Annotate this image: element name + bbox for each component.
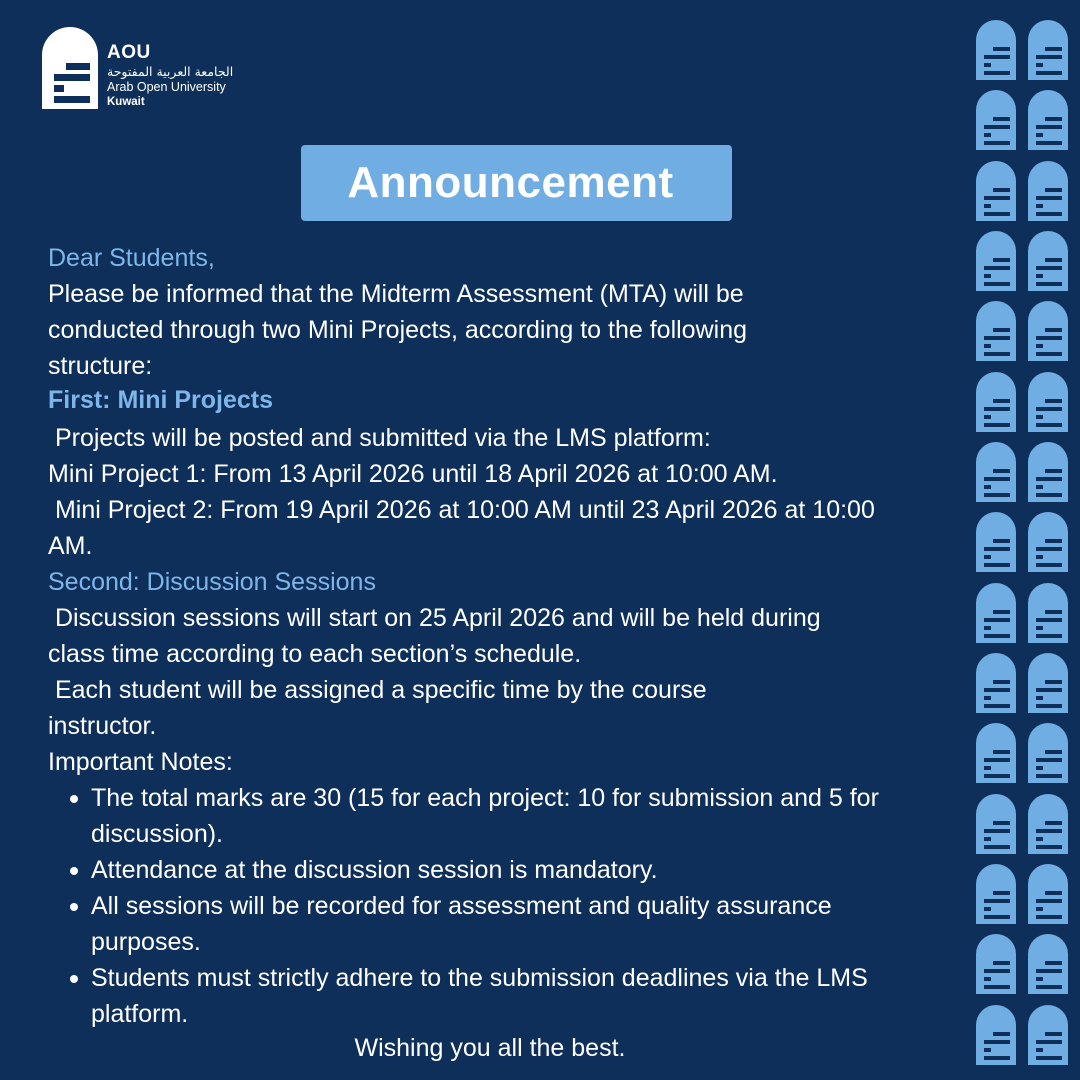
- section2-line: Discussion sessions will start on 25 April 2026 and will be held during: [48, 604, 821, 632]
- aou-arch-icon: [1028, 20, 1068, 80]
- aou-arch-icon: [1028, 723, 1068, 783]
- section1-line: Mini Project 1: From 13 April 2026 until 18 April 2026 at 10:00 AM.: [48, 460, 778, 488]
- notes-list: [48, 780, 928, 1032]
- notes-heading: Important Notes:: [48, 748, 233, 776]
- aou-logo: [42, 27, 233, 110]
- section2-line: class time according to each section’s schedule.: [48, 640, 582, 668]
- aou-arch-icon: [1028, 583, 1068, 643]
- aou-logo-icon: [42, 27, 98, 109]
- logo-abbreviation: AOU: [107, 42, 151, 63]
- note-item: Students must strictly adhere to the submission deadlines via the LMS platform.: [91, 960, 928, 1032]
- decorative-pattern: [976, 20, 1072, 1065]
- aou-arch-icon: [976, 161, 1016, 221]
- intro-line: Please be informed that the Midterm Assessment (MTA) will be: [48, 280, 744, 308]
- section1-line: AM.: [48, 532, 93, 560]
- section1-line: Mini Project 2: From 19 April 2026 at 10:00 AM until 23 April 2026 at 10:00: [48, 496, 875, 524]
- closing-line: Wishing you all the best.: [354, 1034, 626, 1062]
- logo-english-name: Arab Open University: [107, 80, 226, 94]
- note-item: All sessions will be recorded for assessment and quality assurance purposes.: [91, 888, 928, 960]
- aou-arch-icon: [1028, 864, 1068, 924]
- announcement-banner: [301, 145, 732, 221]
- aou-arch-icon: [1028, 794, 1068, 854]
- aou-arch-icon: [976, 90, 1016, 150]
- aou-arch-icon: [976, 794, 1016, 854]
- aou-arch-icon: [976, 20, 1016, 80]
- aou-arch-icon: [1028, 442, 1068, 502]
- section2-line: instructor.: [48, 712, 157, 740]
- aou-arch-icon: [1028, 161, 1068, 221]
- logo-country: Kuwait: [107, 96, 145, 108]
- section2-line: Each student will be assigned a specific time by the course: [48, 676, 707, 704]
- aou-arch-icon: [1028, 231, 1068, 291]
- aou-arch-icon: [976, 1005, 1016, 1065]
- section1-heading: First: Mini Projects: [48, 386, 274, 414]
- aou-arch-icon: [1028, 653, 1068, 713]
- aou-arch-icon: [976, 301, 1016, 361]
- logo-arabic-name: الجامعة العربية المفتوحة: [107, 64, 234, 79]
- note-item: The total marks are 30 (15 for each project: 10 for submission and 5 for discussion).: [91, 780, 928, 852]
- intro-line: structure:: [48, 352, 153, 380]
- note-item: Attendance at the discussion session is mandatory.: [91, 852, 928, 888]
- aou-arch-icon: [976, 653, 1016, 713]
- aou-arch-icon: [976, 512, 1016, 572]
- aou-arch-icon: [1028, 934, 1068, 994]
- aou-arch-icon: [976, 231, 1016, 291]
- intro-line: conducted through two Mini Projects, according to the following: [48, 316, 747, 344]
- aou-arch-icon: [976, 583, 1016, 643]
- aou-arch-icon: [976, 864, 1016, 924]
- banner-title: Announcement: [347, 158, 674, 207]
- section2-heading: Second: Discussion Sessions: [48, 568, 376, 596]
- aou-arch-icon: [1028, 90, 1068, 150]
- aou-arch-icon: [1028, 512, 1068, 572]
- announcement-body: [48, 240, 928, 1032]
- aou-arch-icon: [1028, 301, 1068, 361]
- aou-arch-icon: [1028, 1005, 1068, 1065]
- aou-arch-icon: [976, 372, 1016, 432]
- aou-arch-icon: [1028, 372, 1068, 432]
- greeting: Dear Students,: [48, 244, 215, 272]
- aou-arch-icon: [976, 442, 1016, 502]
- aou-arch-icon: [976, 723, 1016, 783]
- aou-arch-icon: [976, 934, 1016, 994]
- section1-line: Projects will be posted and submitted via the LMS platform:: [48, 424, 711, 452]
